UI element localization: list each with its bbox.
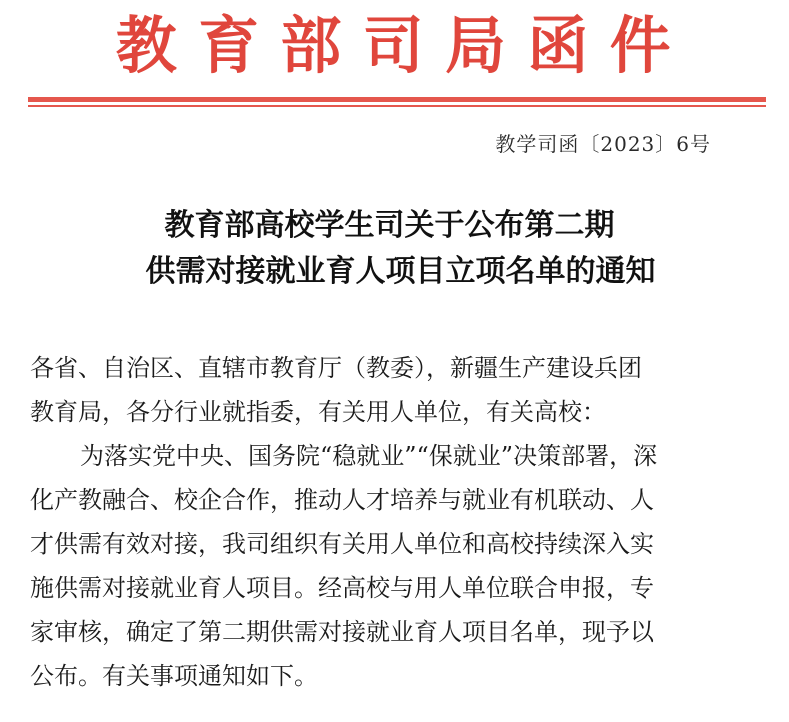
red-rule-thin — [28, 105, 766, 107]
title-line-1: 教育部高校学生司关于公布第二期 — [164, 208, 615, 243]
paragraph-line: 家审核，确定了第二期供需对接就业育人项目名单，现予以 — [30, 618, 654, 646]
salutation — [30, 346, 750, 434]
paragraph-line: 为落实党中央、国务院“稳就业”“保就业”决策部署，深 — [80, 442, 658, 470]
red-rule-thick — [28, 97, 766, 102]
masthead-title: 教育部司局函件 — [116, 9, 693, 82]
salutation-line-1: 各省、自治区、直辖市教育厅（教委），新疆生产建设兵团 — [30, 354, 642, 382]
paragraph-line: 公布。有关事项通知如下。 — [30, 662, 318, 690]
document-body — [30, 346, 750, 698]
paragraph-line: 施供需对接就业育人项目。经高校与用人单位联合申报，专 — [30, 574, 654, 602]
salutation-line-2: 教育局，各分行业就指委，有关用人单位，有关高校： — [30, 398, 606, 426]
document-title — [0, 203, 789, 295]
paragraph-line: 化产教融合、校企合作，推动人才培养与就业有机联动、人 — [30, 486, 654, 514]
paragraph-line: 才供需有效对接，我司组织有关用人单位和高校持续深入实 — [30, 530, 654, 558]
body-paragraph — [30, 434, 750, 698]
title-line-2: 供需对接就业育人项目立项名单的通知 — [145, 254, 656, 289]
document-number: 教学司函〔2023〕6号 — [495, 132, 711, 156]
masthead — [0, 6, 789, 86]
